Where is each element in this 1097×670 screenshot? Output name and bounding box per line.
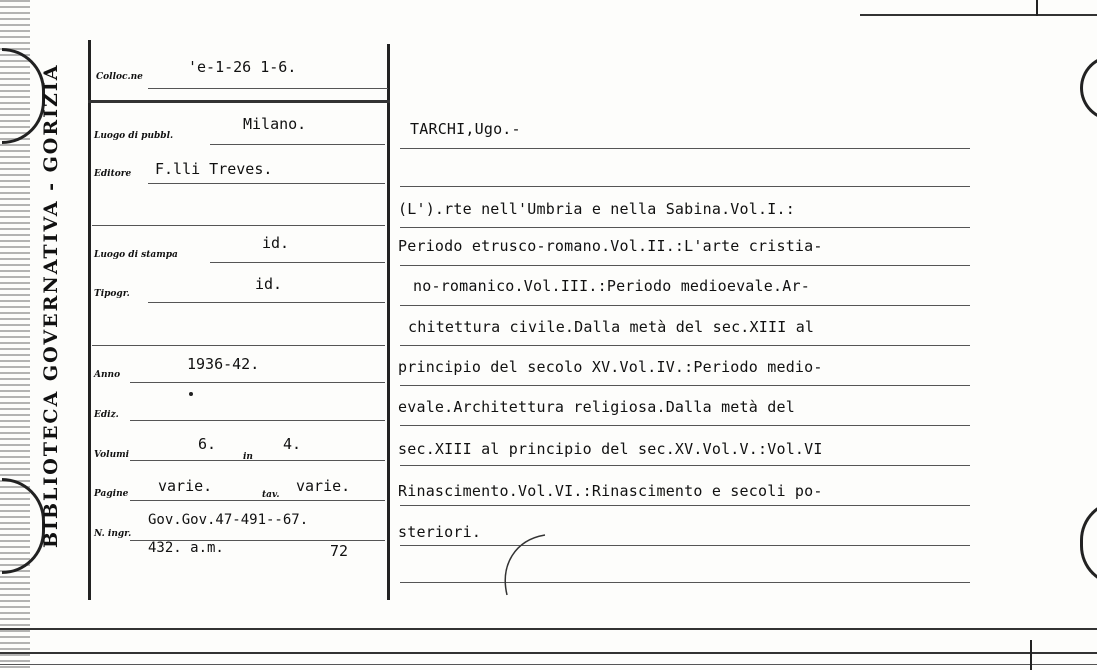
description-line: (L').rte nell'Umbria e nella Sabina.Vol.I.: (398, 200, 795, 218)
line-pagine (130, 500, 385, 501)
label-ediz: Ediz. (94, 410, 119, 420)
card-bottom-line-1 (0, 628, 1097, 630)
line-volumi (130, 460, 385, 461)
value-n-ingr: Gov.Gov.47-491--67. (148, 512, 309, 528)
value-n-ingr-2: 432. a.m. (148, 540, 224, 556)
description-line: principio del secolo XV.Vol.IV.:Periodo medio- (398, 358, 823, 376)
description-line: Rinascimento.Vol.VI.:Rinascimento e secoli po- (398, 482, 823, 500)
line-right-8 (400, 465, 970, 466)
value-volumi: 6. (198, 435, 217, 453)
value-luogo-stampa: id. (262, 234, 290, 252)
line-right-11 (400, 582, 970, 583)
label-pagine: Pagine (94, 489, 129, 499)
card-bottom-line-3 (0, 664, 1097, 665)
line-luogo-pubbl (210, 144, 385, 145)
line-right-2 (400, 227, 970, 228)
value-volumi-in: 4. (283, 435, 302, 453)
card-bottom-mark (1030, 640, 1032, 670)
value-luogo-pubbl: Milano. (243, 115, 307, 133)
label-luogo-pubbl: Luogo di pubbl. (94, 131, 174, 141)
middle-column-border (387, 44, 390, 600)
card-bottom-line-2 (0, 652, 1097, 654)
library-name: BIBLIOTECA GOVERNATIVA - GORIZIA (40, 63, 62, 548)
label-n-ingr: N. ingr. (94, 529, 132, 539)
label-colloc: Colloc.ne (96, 72, 143, 82)
label-tipogr: Tipogr. (94, 289, 130, 299)
card-binding-hole-bottom (2, 478, 45, 574)
label-in: in (243, 452, 253, 462)
line-right-10 (400, 545, 970, 546)
header-separator (88, 100, 390, 103)
line-right-4 (400, 305, 970, 306)
author-heading: TARCHI,Ugo.- (410, 120, 521, 138)
line-anno (130, 382, 385, 383)
label-editore: Editore (94, 169, 132, 179)
line-right-6 (400, 385, 970, 386)
description-line: chitettura civile.Dalla metà del sec.XIII al (408, 318, 815, 336)
label-tav: tav. (262, 490, 280, 500)
pencil-mark (495, 530, 555, 600)
description-line: sec.XIII al principio del sec.XV.Vol.V.:Vol.VI (398, 440, 823, 458)
label-volumi: Volumi (94, 450, 130, 460)
ink-speck (189, 392, 193, 396)
value-anno: 1936-42. (187, 355, 260, 373)
label-anno: Anno (94, 370, 121, 380)
line-right-3 (400, 265, 970, 266)
line-tipogr (148, 302, 385, 303)
line-right-1 (400, 186, 970, 187)
card-binding-hole (2, 48, 45, 144)
value-tipogr: id. (255, 275, 283, 293)
description-line: Periodo etrusco-romano.Vol.II.:L'arte cristia- (398, 237, 823, 255)
value-editore: F.lli Treves. (155, 160, 273, 178)
line-right-9 (400, 505, 970, 506)
description-line: evale.Architettura religiosa.Dalla metà del (398, 398, 795, 416)
line-editore (148, 183, 385, 184)
value-colloc: 'e-1-26 1-6. (188, 58, 297, 76)
line-blank-1 (92, 225, 385, 226)
label-luogo-stampa: Luogo di stampa (94, 250, 178, 260)
line-ediz (130, 420, 385, 421)
description-line: no-romanico.Vol.III.:Periodo medioevale.Ar- (413, 277, 810, 295)
line-colloc (148, 88, 388, 89)
value-tav: varie. (296, 477, 351, 495)
card-right-hole-bottom (1080, 500, 1097, 586)
left-column-border (88, 40, 91, 600)
value-n-ingr-3: 72 (330, 542, 349, 560)
line-blank-2 (92, 345, 385, 346)
card-top-edge (860, 14, 1097, 16)
line-luogo-stampa (210, 262, 385, 263)
line-author (400, 148, 970, 149)
card-top-edge-mark (1036, 0, 1038, 16)
value-pagine: varie. (158, 477, 213, 495)
line-right-7 (400, 425, 970, 426)
card-right-hole-top (1080, 55, 1097, 121)
description-line: steriori. (398, 523, 482, 541)
line-right-5 (400, 345, 970, 346)
